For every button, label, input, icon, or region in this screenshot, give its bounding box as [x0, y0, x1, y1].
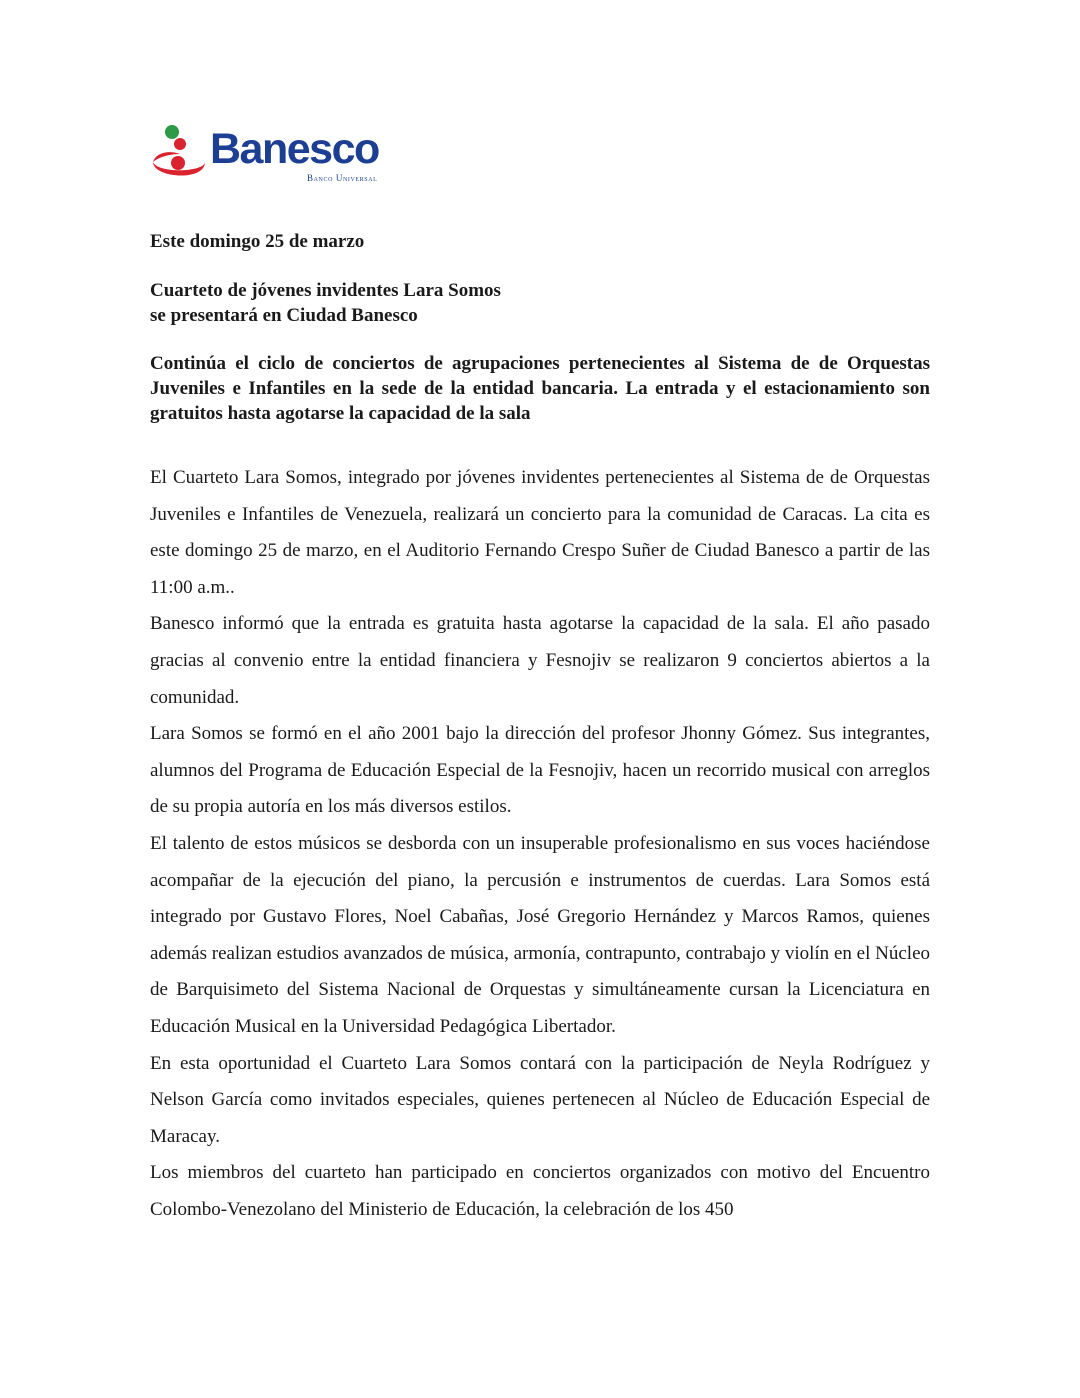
article-title	[150, 278, 930, 328]
title-line-2: se presentará en Ciudad Banesco	[150, 305, 418, 326]
body-paragraph: En esta oportunidad el Cuarteto Lara Somos contará con la participación de Neyla Rodríguez y Nelson García como invitados especiales, quienes pertenecen al Núcleo de Educación Especial de Maracay.	[150, 1052, 930, 1147]
banesco-logo	[150, 124, 430, 190]
brand-tagline: Banco Universal	[307, 173, 378, 183]
article-lead: Continúa el ciclo de conciertos de agrupaciones pertenecientes al Sistema de de Orquestas Juveniles e Infantiles en la sede de la entidad bancaria. La entrada y el estacionamiento son gratuitos hasta agotarse la capacidad de la sala	[150, 353, 930, 424]
dateline: Este domingo 25 de marzo	[150, 231, 365, 252]
body-paragraph: El Cuarteto Lara Somos, integrado por jóvenes invidentes pertenecientes al Sistema de de Orquestas Juveniles e Infantiles de Venezuela, realizará un concierto para la comunidad de Caracas. La cita es este domingo 25 de marzo, en el Auditorio Fernando Crespo Suñer de Ciudad Banesco a partir de las 11:00 a.m..	[150, 467, 930, 598]
body-paragraph: Banesco informó que la entrada es gratuita hasta agotarse la capacidad de la sala. El año pasado gracias al convenio entre la entidad financiera y Fesnojiv se realizaron 9 conciertos abiertos a la comunidad.	[150, 613, 930, 708]
title-line-1: Cuarteto de jóvenes invidentes Lara Somos	[150, 280, 501, 301]
banesco-logo-mark-icon	[150, 124, 208, 186]
body-paragraph: Los miembros del cuarteto han participado en conciertos organizados con motivo del Encuentro Colombo-Venezolano del Ministerio de Educación, la celebración de los 450	[150, 1162, 930, 1220]
body-paragraph: El talento de estos músicos se desborda con un insuperable profesionalismo en sus voces haciéndose acompañar de la ejecución del piano, la percusión e instrumentos de cuerdas. Lara Somos está integrado por Gustavo Flores, Noel Cabañas, José Gregorio Hernández y Marcos Ramos, quienes además realizan estudios avanzados de música, armonía, contrapunto, contrabajo y violín en el Núcleo de Barquisimeto del Sistema Nacional de Orquestas y simultáneamente cursan la Licenciatura en Educación Musical en la Universidad Pedagógica Libertador.	[150, 832, 930, 1037]
brand-name: Banesco	[210, 125, 379, 173]
article-body	[150, 460, 930, 1228]
press-release	[150, 229, 930, 1228]
body-paragraph: Lara Somos se formó en el año 2001 bajo la dirección del profesor Jhonny Gómez. Sus integrantes, alumnos del Programa de Educación Especial de la Fesnojiv, hacen un recorrido musical con arreglos de su propia autoría en los más diversos estilos.	[150, 723, 930, 818]
